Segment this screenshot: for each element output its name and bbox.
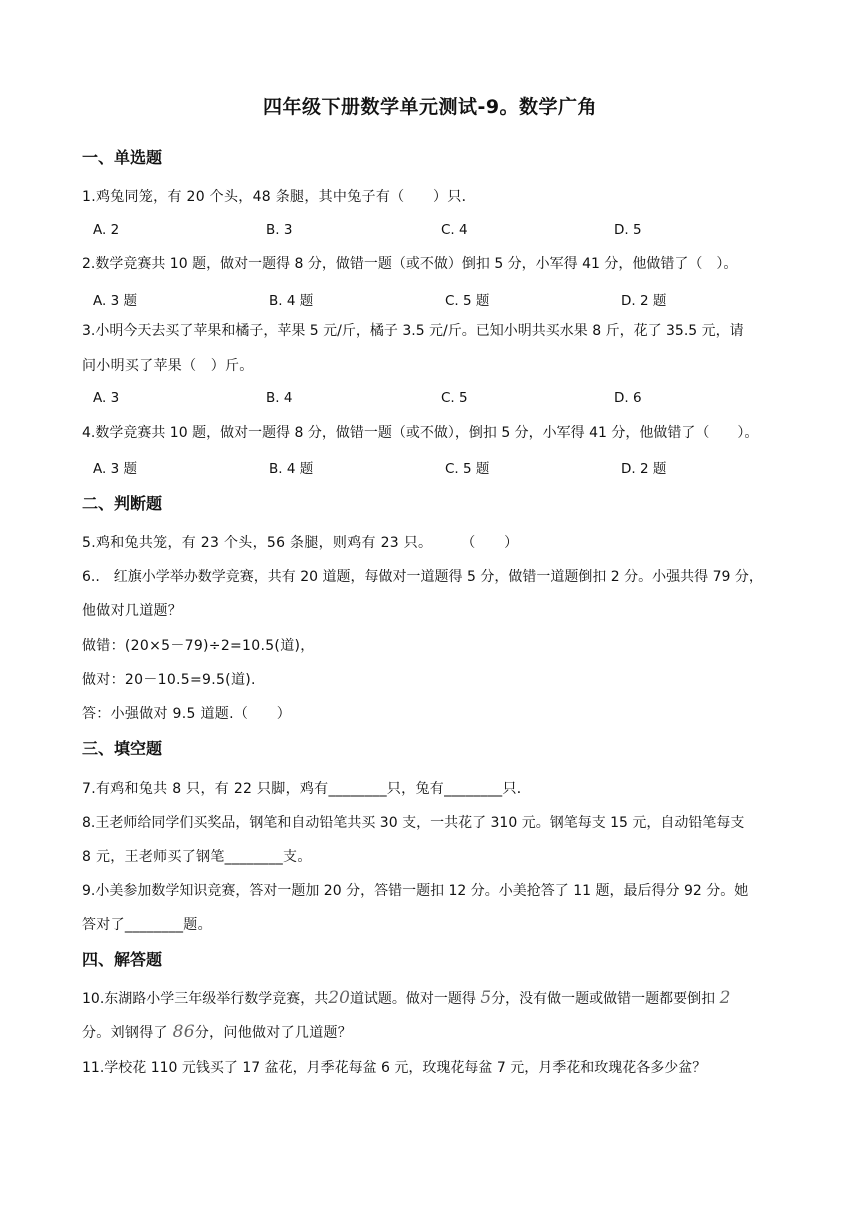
question-6-line-2: 他做对几道题？ (82, 603, 183, 619)
option-a: A. 2 (93, 222, 120, 238)
option-c: C. 5 (441, 390, 468, 406)
option-a: A. 3 题 (93, 293, 137, 309)
question-6-line-5: 答：小强做对 9.5 道题.（ ） (82, 706, 292, 722)
question-9-line-2: 答对了________题。 (82, 917, 212, 933)
option-c: C. 4 (441, 222, 468, 238)
question-5: 5.鸡和兔共笼，有 23 个头，56 条腿，则鸡有 23 只。 （ ） (82, 535, 519, 551)
option-d: D. 2 题 (621, 461, 667, 477)
option-d: D. 2 题 (621, 293, 667, 309)
question-10-line-1 (82, 988, 730, 1008)
question-9-line-1: 9.小美参加数学知识竞赛，答对一题加 20 分，答错一题扣 12 分。小美抢答了 11 题，最后得分 92 分。她 (82, 883, 749, 899)
option-d: D. 6 (614, 390, 642, 406)
number-86: 86 (172, 1022, 195, 1042)
section-heading-solve: 四、解答题 (82, 950, 163, 969)
question-1: 1.鸡兔同笼，有 20 个头，48 条腿，其中兔子有（ ）只． (82, 189, 476, 205)
question-10-text-e: 分，问他做对了几道题？ (194, 1025, 353, 1041)
question-10-line-2 (82, 1022, 352, 1042)
section-heading-single-choice: 一、单选题 (82, 148, 163, 167)
question-6-line-3: 做错：(20×5－79)÷2=10.5(道)， (82, 638, 315, 654)
section-heading-true-false: 二、判断题 (82, 494, 163, 513)
option-b: B. 4 题 (269, 293, 314, 309)
option-c: C. 5 题 (445, 461, 490, 477)
question-8-line-2: 8 元，王老师买了钢笔________支。 (82, 849, 312, 865)
option-c: C. 5 题 (445, 293, 490, 309)
question-6-line-1: 6.. 红旗小学举办数学竞赛，共有 20 道题，每做对一道题得 5 分，做错一道题倒扣 2 分。小强共得 79 分， (82, 569, 763, 585)
option-a: A. 3 (93, 390, 120, 406)
question-8-line-1: 8.王老师给同学们买奖品，钢笔和自动铅笔共买 30 支，一共花了 310 元。钢笔每支 15 元，自动铅笔每支 (82, 815, 745, 831)
question-3-line-1: 3.小明今天去买了苹果和橘子，苹果 5 元/斤，橘子 3.5 元/斤。已知小明共买水果 8 斤，花了 35.5 元，请 (82, 323, 744, 339)
question-10-text-d: 分。刘钢得了 (82, 1025, 168, 1041)
question-2: 2.数学竞赛共 10 题，做对一题得 8 分，做错一题（或不做）倒扣 5 分，小军得 41 分，他做错了（ ）。 (82, 256, 738, 272)
question-10-text-b: 道试题。做对一题得 (349, 991, 476, 1007)
option-d: D. 5 (614, 222, 642, 238)
question-11: 11.学校花 110 元钱买了 17 盆花，月季花每盆 6 元，玫瑰花每盆 7 元，月季花和玫瑰花各多少盆？ (82, 1060, 707, 1076)
number-2: 2 (719, 988, 731, 1008)
number-20: 20 (328, 988, 350, 1008)
question-3-line-2: 问小明买了苹果（ ）斤。 (82, 358, 254, 374)
option-a: A. 3 题 (93, 461, 137, 477)
question-10-text-a: 10.东湖路小学三年级举行数学竞赛，共 (82, 991, 329, 1007)
question-10-text-c: 分，没有做一题或做错一题都要倒扣 (491, 991, 716, 1007)
option-b: B. 4 题 (269, 461, 314, 477)
number-5: 5 (480, 988, 492, 1008)
question-6-line-4: 做对：20－10.5=9.5(道). (82, 672, 256, 688)
question-7: 7.有鸡和兔共 8 只，有 22 只脚，鸡有________只，兔有________只． (82, 781, 532, 797)
page-title: 四年级下册数学单元测试-9。数学广角 (262, 96, 598, 118)
option-b: B. 3 (266, 222, 293, 238)
section-heading-fill-blank: 三、填空题 (82, 739, 163, 758)
option-b: B. 4 (266, 390, 293, 406)
question-4: 4.数学竞赛共 10 题，做对一题得 8 分，做错一题（或不做），倒扣 5 分，小军得 41 分，他做错了（ ）。 (82, 425, 759, 441)
